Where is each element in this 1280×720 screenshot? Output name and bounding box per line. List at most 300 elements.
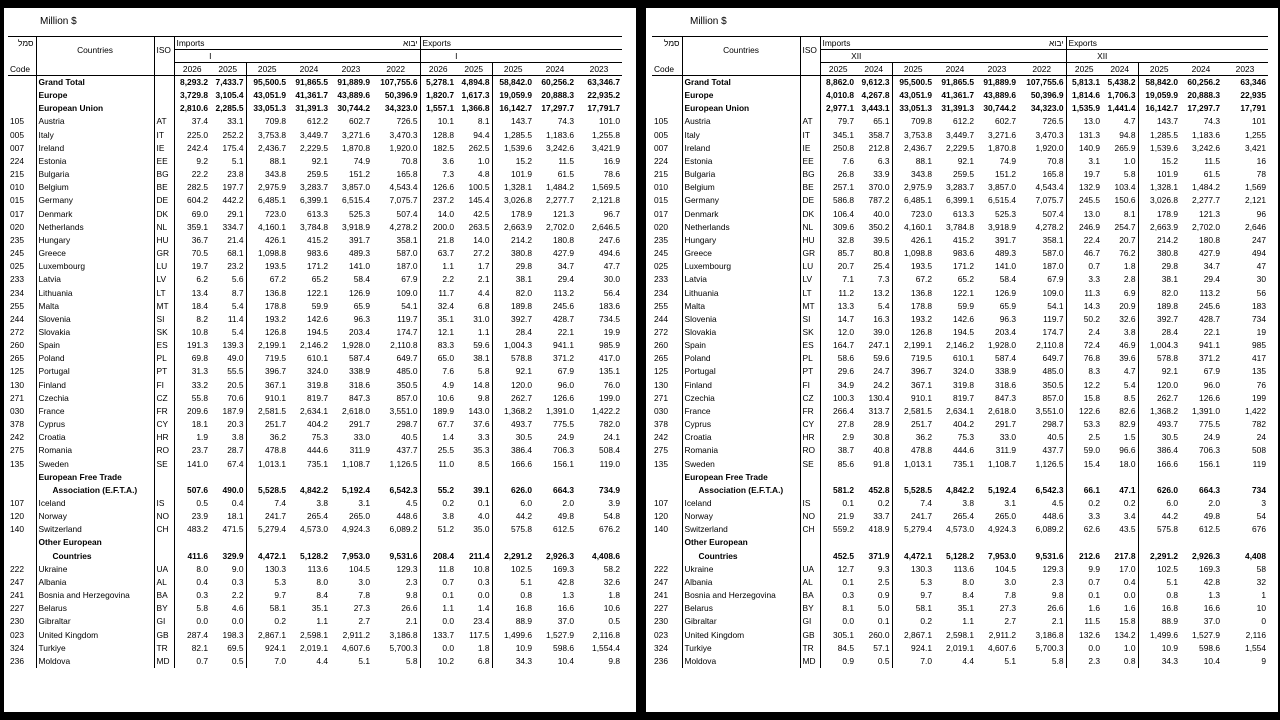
value-cell: 67.9 [401, 274, 418, 285]
value-cell: 6,542.3 [1035, 484, 1064, 495]
value-cell: 8.1 [477, 116, 490, 127]
iso-code: NO [154, 510, 174, 523]
countries-header: Countries [36, 37, 154, 63]
value-cell: 27.3 [999, 603, 1016, 614]
value-cell: 27.8 [820, 418, 856, 431]
value-cell: 1,928.0 [988, 340, 1016, 351]
value-cell: 246.9 [1066, 221, 1102, 234]
value-cell: 4,472.1 [246, 550, 288, 563]
row-code: 227 [10, 603, 24, 614]
value-cell: 23.9 [174, 510, 210, 523]
country-name: Switzerland [36, 523, 154, 536]
value-cell: 40.5 [401, 432, 418, 443]
value-cell: 371.2 [1199, 353, 1220, 364]
value-cell: 33.0 [353, 432, 370, 443]
value-cell: 5,528.5 [246, 484, 288, 497]
value-cell: 525.3 [995, 208, 1016, 219]
value-cell: 19.7 [1066, 168, 1102, 181]
value-cell: 55.8 [174, 392, 210, 405]
value-cell: 7.0 [892, 655, 934, 668]
value-cell: 2,110.8 [1036, 340, 1064, 351]
value-cell: 119.0 [599, 458, 620, 469]
value-cell: 3.0 [1004, 576, 1016, 587]
value-cell: 587.0 [396, 248, 418, 259]
value-cell: 3,026.8 [1138, 194, 1180, 207]
year-header: 2024 [534, 63, 576, 76]
table-row [8, 194, 622, 207]
value-cell: 6,399.1 [300, 195, 328, 206]
value-cell: 4.6 [231, 603, 244, 614]
year-header: 2025 [820, 63, 856, 76]
value-cell: 10.8 [473, 563, 490, 574]
value-cell: 25.5 [420, 444, 456, 457]
value-cell: 4,573.0 [946, 524, 974, 535]
iso-code [154, 550, 174, 563]
value-cell: 5,528.5 [892, 484, 934, 497]
value-cell: 12.0 [820, 326, 856, 339]
value-cell [210, 536, 246, 549]
value-cell: 3.3 [477, 432, 490, 443]
value-cell: 117.5 [469, 629, 490, 640]
value-cell: 30 [1256, 274, 1266, 285]
value-cell: 1,126.5 [389, 458, 418, 469]
value-cell: 578.8 [492, 352, 534, 365]
value-cell: 113.2 [1199, 287, 1220, 298]
row-code: 130 [654, 379, 668, 390]
value-cell [288, 536, 330, 549]
table-row [652, 115, 1268, 128]
value-cell: 612.5 [553, 524, 574, 535]
value-cell: 122.1 [953, 287, 974, 298]
value-cell: 983.6 [307, 248, 328, 259]
year-header: 2024 [856, 63, 892, 76]
value-cell: 7,075.7 [389, 195, 418, 206]
country-name: Lithuania [36, 287, 154, 300]
iso-code: GB [154, 629, 174, 642]
value-cell: 57.1 [873, 642, 890, 653]
value-cell: 5.3 [246, 576, 288, 589]
value-cell: 983.6 [953, 248, 974, 259]
value-cell: 2,199.1 [246, 339, 288, 352]
iso-code: SE [800, 458, 820, 471]
value-cell: 428.7 [1199, 313, 1220, 324]
value-cell [1066, 536, 1102, 549]
value-cell: 1.6 [1123, 603, 1136, 614]
value-cell: 145.4 [468, 195, 490, 206]
value-cell: 19.9 [603, 326, 620, 337]
value-cell: 1,422.2 [592, 405, 620, 416]
row-code: 265 [654, 353, 668, 364]
value-cell: 8.0 [316, 576, 328, 587]
value-cell: 10.2 [420, 655, 456, 668]
value-cell: 16,142.7 [1138, 102, 1180, 115]
value-cell: 198.3 [222, 629, 244, 640]
value-cell: 0.0 [820, 615, 856, 628]
value-cell: 7,953.0 [342, 550, 370, 561]
value-cell: 358.1 [1042, 234, 1064, 245]
value-cell: 490.0 [222, 484, 244, 495]
country-name: Belarus [36, 602, 154, 615]
row-code [8, 102, 36, 115]
table-row [8, 602, 622, 615]
value-cell: 371.9 [868, 550, 890, 561]
row-code [8, 484, 36, 497]
value-cell: 23.4 [473, 616, 490, 627]
value-cell: 39.0 [873, 326, 890, 337]
value-cell: 380.8 [492, 247, 534, 260]
iso-code: RO [154, 444, 174, 457]
value-cell: 3,470.3 [389, 129, 418, 140]
value-cell: 418.9 [868, 524, 890, 535]
value-cell: 3.3 [1066, 273, 1102, 286]
value-cell: 142.6 [953, 313, 974, 324]
value-cell: 910.1 [892, 392, 934, 405]
value-cell: 259.5 [307, 169, 328, 180]
value-cell: 2,229.5 [946, 142, 974, 153]
row-code: 230 [654, 616, 668, 627]
iso-code: HR [800, 431, 820, 444]
value-cell: 1,368.2 [492, 405, 534, 418]
value-cell: 9,531.6 [1035, 550, 1064, 561]
value-cell: 3,753.8 [892, 129, 934, 142]
value-cell: 1,328.1 [1138, 181, 1180, 194]
value-cell: 1,328.1 [492, 181, 534, 194]
value-cell: 417 [1252, 353, 1266, 364]
table-row [652, 142, 1268, 155]
value-cell: 847.3 [349, 392, 370, 403]
table-row [652, 629, 1268, 642]
value-cell: 54.1 [401, 300, 418, 311]
value-cell: 13.0 [1066, 115, 1102, 128]
row-code [652, 89, 682, 102]
value-cell: 50,396.9 [384, 90, 418, 101]
value-cell: 63,346.7 [576, 76, 622, 90]
value-cell: 100.3 [820, 392, 856, 405]
value-cell: 5.8 [1123, 169, 1136, 180]
value-cell: 16 [1256, 155, 1266, 166]
value-cell: 2,019.1 [946, 642, 974, 653]
value-cell: 478.8 [246, 444, 288, 457]
value-cell: 819.7 [307, 392, 328, 403]
iso-code: CH [154, 523, 174, 536]
iso-code: AT [800, 115, 820, 128]
country-name: Lithuania [682, 287, 800, 300]
country-name: Romania [682, 444, 800, 457]
value-cell: 5,128.2 [946, 550, 974, 561]
value-cell: 28.9 [873, 419, 890, 430]
value-cell: 136.8 [246, 287, 288, 300]
year-header: 2026 [174, 63, 210, 76]
value-cell: 14.7 [820, 313, 856, 326]
country-name: Moldova [682, 655, 800, 668]
value-cell: 113.6 [307, 563, 328, 574]
value-cell: 3,551.0 [1035, 405, 1064, 416]
value-cell: 494 [1252, 248, 1266, 259]
table-row [8, 431, 622, 444]
iso-code: GI [154, 615, 174, 628]
row-code: 140 [10, 524, 24, 535]
table-row [8, 497, 622, 510]
country-name: Turkiye [682, 642, 800, 655]
value-cell: 2,618.0 [342, 405, 370, 416]
value-cell [576, 471, 622, 484]
value-cell: 2,867.1 [246, 629, 288, 642]
value-cell: 23.8 [227, 169, 244, 180]
country-name: Italy [682, 129, 800, 142]
value-cell: 709.8 [246, 115, 288, 128]
country-name: Spain [682, 339, 800, 352]
value-cell: 12.2 [1066, 379, 1102, 392]
value-cell: 217.8 [1114, 550, 1136, 561]
value-cell: 38.1 [473, 353, 490, 364]
value-cell: 14.8 [473, 379, 490, 390]
value-cell: 0.2 [1066, 497, 1102, 510]
value-cell: 7.0 [246, 655, 288, 668]
value-cell: 35.1 [311, 603, 328, 614]
row-code: 005 [10, 129, 24, 140]
value-cell: 5,192.4 [988, 484, 1016, 495]
country-name: Turkiye [36, 642, 154, 655]
value-cell: 0.3 [174, 589, 210, 602]
table-row [8, 326, 622, 339]
value-cell: 4,408 [1245, 550, 1266, 561]
value-cell: 3,857.0 [342, 182, 370, 193]
row-code: 120 [654, 511, 668, 522]
value-cell: 5,700.3 [1035, 642, 1064, 653]
table-row [8, 510, 622, 523]
table-row [8, 642, 622, 655]
row-code: 241 [10, 590, 24, 601]
value-cell: 67.9 [1047, 274, 1064, 285]
row-code: 265 [10, 353, 24, 364]
value-cell: 245.6 [1199, 300, 1220, 311]
row-code: 242 [10, 432, 24, 443]
table-row [8, 155, 622, 168]
value-cell: 24.2 [873, 379, 890, 390]
value-cell: 649.7 [1042, 353, 1064, 364]
value-cell: 4.9 [420, 379, 456, 392]
value-cell: 29.6 [820, 365, 856, 378]
value-cell: 910.1 [246, 392, 288, 405]
value-cell [246, 536, 288, 549]
value-cell: 3,242.6 [546, 142, 574, 153]
iso-code: CH [800, 523, 820, 536]
value-cell: 40.5 [1047, 432, 1064, 443]
table-row [8, 589, 622, 602]
value-cell: 193.5 [246, 260, 288, 273]
value-cell: 11.7 [420, 287, 456, 300]
value-cell: 5.1 [1138, 576, 1180, 589]
value-cell: 2,702.0 [1192, 221, 1220, 232]
value-cell: 5,278.1 [420, 76, 456, 90]
value-cell: 8,862.0 [820, 76, 856, 90]
value-cell: 91,889.9 [330, 76, 372, 90]
value-cell: 245.6 [553, 300, 574, 311]
value-cell: 291.7 [995, 419, 1016, 430]
value-cell: 3,026.8 [492, 194, 534, 207]
value-cell: 3 [1261, 498, 1266, 508]
year-header: 2023 [330, 63, 372, 76]
value-cell: 396.7 [246, 365, 288, 378]
value-cell: 16.8 [1138, 602, 1180, 615]
year-header: 2023 [976, 63, 1018, 76]
value-cell: 610.1 [307, 353, 328, 364]
value-cell: 1,255 [1245, 129, 1266, 140]
value-cell: 6.0 [492, 497, 534, 510]
value-cell: 7.8 [358, 590, 370, 601]
value-cell: 734.9 [599, 484, 620, 495]
left-trade-table [8, 36, 622, 668]
value-cell: 3,753.8 [246, 129, 288, 142]
row-code: 007 [10, 142, 24, 153]
value-cell: 193.2 [892, 313, 934, 326]
value-cell: 7.4 [246, 497, 288, 510]
table-row [8, 102, 622, 115]
value-cell: 2.4 [1066, 326, 1102, 339]
value-cell: 24.7 [873, 366, 890, 377]
value-cell: 0.8 [1138, 589, 1180, 602]
value-cell: 396.7 [892, 365, 934, 378]
value-cell: 21.4 [227, 234, 244, 245]
value-cell: 1.0 [477, 155, 490, 166]
value-cell: 602.7 [349, 116, 370, 127]
value-cell: 58.2 [603, 563, 620, 574]
value-cell: 11.0 [420, 458, 456, 471]
value-cell: 311.9 [995, 445, 1016, 456]
table-row [8, 523, 622, 536]
value-cell: 62.6 [1066, 523, 1102, 536]
value-cell: 3,186.8 [1035, 629, 1064, 640]
value-cell: 178.8 [892, 300, 934, 313]
value-cell: 10.4 [557, 655, 574, 666]
value-cell: 135 [1252, 366, 1266, 377]
value-cell: 139.3 [222, 340, 244, 351]
value-cell: 1.7 [477, 261, 490, 272]
value-cell: 34.7 [557, 261, 574, 272]
value-cell: 17.0 [1119, 563, 1136, 574]
country-name: Grand Total [682, 76, 800, 90]
value-cell: 20.7 [820, 260, 856, 273]
value-cell: 132.6 [1066, 629, 1102, 642]
value-cell: 1,366.8 [461, 103, 490, 114]
value-cell: 3.8 [1123, 326, 1136, 337]
row-code: 244 [10, 313, 24, 324]
value-cell: 37.0 [557, 616, 574, 627]
country-name: Greece [682, 247, 800, 260]
value-cell: 3.3 [1066, 510, 1102, 523]
value-cell: 358.1 [396, 234, 418, 245]
row-code: 233 [10, 274, 24, 285]
value-cell: 70.8 [1047, 155, 1064, 166]
value-cell: 35.0 [473, 524, 490, 535]
value-cell: 18.0 [1119, 458, 1136, 469]
value-cell: 391.7 [349, 234, 370, 245]
table-row [8, 181, 622, 194]
value-cell: 1.8 [608, 590, 620, 601]
value-cell: 143.0 [468, 405, 490, 416]
value-cell: 5.8 [1051, 655, 1064, 666]
value-cell: 126.6 [1199, 392, 1220, 403]
year-header: 2025 [892, 63, 934, 76]
value-cell: 265.9 [1114, 142, 1136, 153]
value-cell: 489.3 [995, 248, 1016, 259]
value-cell: 649.7 [396, 353, 418, 364]
value-cell: 2,911.2 [988, 629, 1016, 640]
country-name: Finland [36, 379, 154, 392]
table-header [652, 37, 1268, 76]
table-header [8, 37, 622, 76]
value-cell: 63.7 [420, 247, 456, 260]
value-cell: 74.9 [999, 155, 1016, 166]
row-code: 017 [654, 208, 668, 219]
value-cell: 2.8 [1123, 274, 1136, 285]
value-cell: 2,911.2 [342, 629, 370, 640]
value-cell: 91,865.5 [288, 76, 330, 90]
value-cell: 82.0 [492, 287, 534, 300]
table-row [8, 629, 622, 642]
value-cell: 3,186.8 [389, 629, 418, 640]
country-name: Poland [682, 352, 800, 365]
iso-code: EE [154, 155, 174, 168]
value-cell: 612.2 [953, 116, 974, 127]
value-cell: 183.6 [599, 300, 620, 311]
value-cell: 10.6 [420, 392, 456, 405]
value-cell: 8.5 [477, 458, 490, 469]
value-cell: 1,820.7 [420, 89, 456, 102]
value-cell: 1.9 [174, 431, 210, 444]
value-cell: 10.4 [1203, 655, 1220, 666]
table-row [8, 300, 622, 313]
value-cell: 92.1 [1138, 365, 1180, 378]
value-cell: 27.2 [473, 248, 490, 259]
value-cell: 4.7 [1123, 116, 1136, 127]
value-cell: 79.7 [820, 115, 856, 128]
iso-code: NL [800, 221, 820, 234]
value-cell [372, 536, 420, 549]
value-cell: 75.3 [957, 432, 974, 443]
value-cell: 169.3 [553, 563, 574, 574]
country-name: Europe [682, 89, 800, 102]
value-cell: 787.2 [868, 195, 890, 206]
value-cell [1066, 471, 1102, 484]
country-name: Moldova [36, 655, 154, 668]
value-cell: 2,646 [1245, 221, 1266, 232]
value-cell: 924.1 [892, 642, 934, 655]
value-cell: 2,634.1 [300, 405, 328, 416]
value-cell: 2,663.9 [492, 221, 534, 234]
value-cell: 1.4 [477, 603, 490, 614]
table-row [8, 339, 622, 352]
iso-code: PL [154, 352, 174, 365]
value-cell: 5.3 [892, 576, 934, 589]
value-cell: 47.7 [603, 261, 620, 272]
value-cell: 2,121 [1245, 195, 1266, 206]
iso-code: BG [154, 168, 174, 181]
value-cell: 10.9 [1138, 642, 1180, 655]
value-cell: 7.3 [877, 274, 890, 285]
country-name: Ireland [682, 142, 800, 155]
value-cell: 726.5 [1042, 116, 1064, 127]
value-cell: 11.4 [227, 313, 244, 324]
value-cell: 31,391.3 [295, 103, 328, 114]
value-cell: 9.8 [477, 392, 490, 403]
value-cell: 5.8 [477, 366, 490, 377]
value-cell: 1,920.0 [389, 142, 418, 153]
value-cell: 14.0 [420, 208, 456, 221]
value-cell: 31.0 [473, 313, 490, 324]
value-cell: 30.8 [873, 432, 890, 443]
table-row [8, 221, 622, 234]
